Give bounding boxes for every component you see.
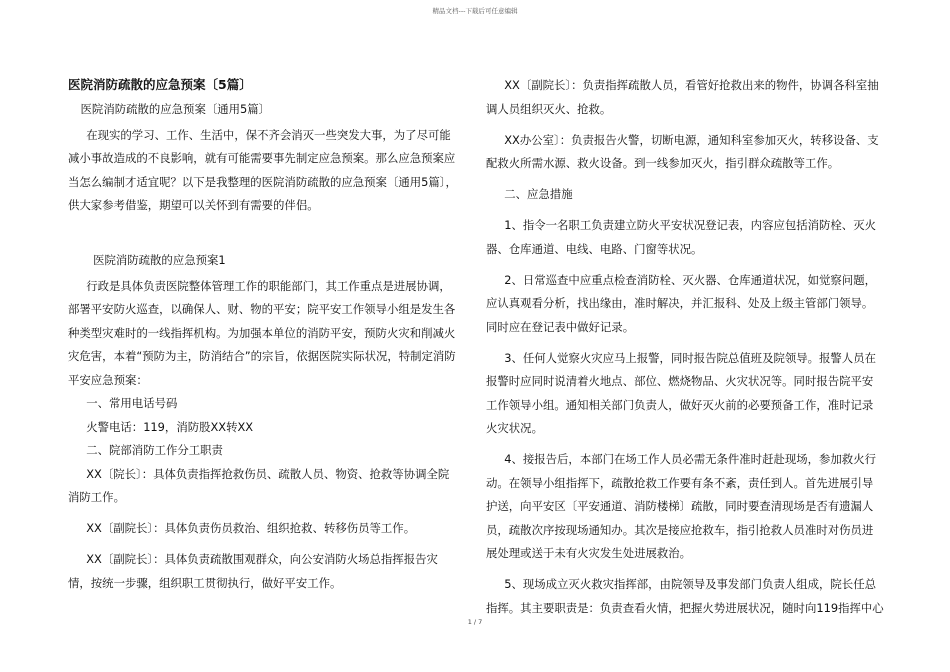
spacer bbox=[68, 225, 460, 249]
duty-paragraph: XX〔院长〕：具体负责指挥抢救伤员、疏散人员、物资、抢救等协调全院消防工作。 bbox=[68, 466, 450, 504]
page-header: 精品文档---下载后可任意编辑 bbox=[432, 7, 518, 15]
left-column bbox=[68, 74, 460, 603]
measure-paragraph: 5、现场成立灭火救灾指挥部，由院领导及事发部门负责人组成，院长任总指挥。其主要职责是：负责查看火情，把握火势进展状况，随时向119指挥中心 bbox=[486, 577, 884, 615]
document-title: 医院消防疏散的应急预案〔5篇〕 bbox=[68, 77, 252, 92]
duty-paragraph: XX办公室〕：负责报告火警，切断电源，通知科室参加灭火，转移设备、支配救火所需水源、救火设备。到一线参加灭火，指引群众疏散等工作。 bbox=[486, 132, 879, 170]
section-title: 医院消防疏散的应急预案1 bbox=[93, 253, 226, 267]
heading-duties: 二、院部消防工作分工职责 bbox=[86, 443, 223, 457]
duty-paragraph: XX〔副院长〕：具体负责疏散围观群众，向公安消防火场总指挥报告灾情，按统一步骤，组织职工贯彻执行，做好平安工作。 bbox=[68, 552, 438, 590]
duty-paragraph: XX〔副院长〕：具体负责伤员救治、组织抢救、转移伤员等工作。 bbox=[86, 521, 416, 535]
phone-line: 火警电话：119，消防股XX转XX bbox=[86, 419, 254, 434]
intro-paragraph: 在现实的学习、工作、生活中，保不齐会消灭一些突发大事，为了尽可能减小事故造成的不良影响，就有可能需要事先制定应急预案。那么应急预案应当怎么编制才适宜呢？以下是我整理的医院消防疏散的应急预案〔通用5篇〕，供大家参考借鉴，期望可以关怀到有需要的伴侣。 bbox=[68, 127, 457, 212]
duty-paragraph: XX〔副院长〕：负责指挥疏散人员，看管好抢救出来的物件，协调各科室抽调人员组织灭火、抢救。 bbox=[486, 78, 879, 116]
measure-paragraph: 2、日常巡查中应重点检查消防栓、灭火器、仓库通道状况，如觉察问题，应认真观看分析，找出缘由，准时解决，并汇报科、处及上级主管部门领导。同时应在登记表中做好记录。 bbox=[486, 272, 876, 334]
body-paragraph: 行政是具体负责医院整体管理工作的职能部门，其工作重点是进展协调，部署平安防火巡查，以确保人、财、物的平安；院平安工作领导小组是发生各种类型灾难时的一线指挥机构。为加强本单位的消防平安，预防火灾和削减火灾危害，本着“预防为主，防消结合”的宗旨，依据医院实际状况，特制定消防平安应急预案： bbox=[68, 278, 456, 387]
measure-paragraph: 4、接报告后，本部门在场工作人员必需无条件准时赶赴现场，参加救火行动。在领导小组指挥下，疏散抢救工作要有条不紊，责任到人。首先进展引导护送，向平安区〔平安通道、消防楼梯〕疏散，同时要查清现场是否有遗漏人员，疏散次序按现场通知办。其次是接应抢救车，指引抢救人员准时对伤员进展处理或送于未有火灾发生处进展救治。 bbox=[486, 452, 876, 560]
heading-emergency-measures: 二、应急措施 bbox=[504, 187, 573, 201]
measure-paragraph: 3、任何人觉察火灾应马上报警，同时报告院总值班及院领导。报警人员在报警时应同时说清着火地点、部位、燃烧物品、火灾状况等。同时报告院平安工作领导小组。通知相关部门负责人，做好灭火前的必要预备工作，准时记录火灾状况。 bbox=[486, 350, 876, 435]
right-column bbox=[486, 74, 884, 628]
measure-paragraph: 1、指令一名职工负责建立防火平安状况登记表，内容应包括消防栓、灭火器、仓库通道、电线、电路、门窗等状况。 bbox=[486, 218, 876, 256]
heading-phone-numbers: 一、常用电话号码 bbox=[86, 396, 178, 410]
page-number: 1 / 7 bbox=[467, 618, 483, 626]
document-subtitle: 医院消防疏散的应急预案〔通用5篇〕 bbox=[80, 102, 271, 116]
